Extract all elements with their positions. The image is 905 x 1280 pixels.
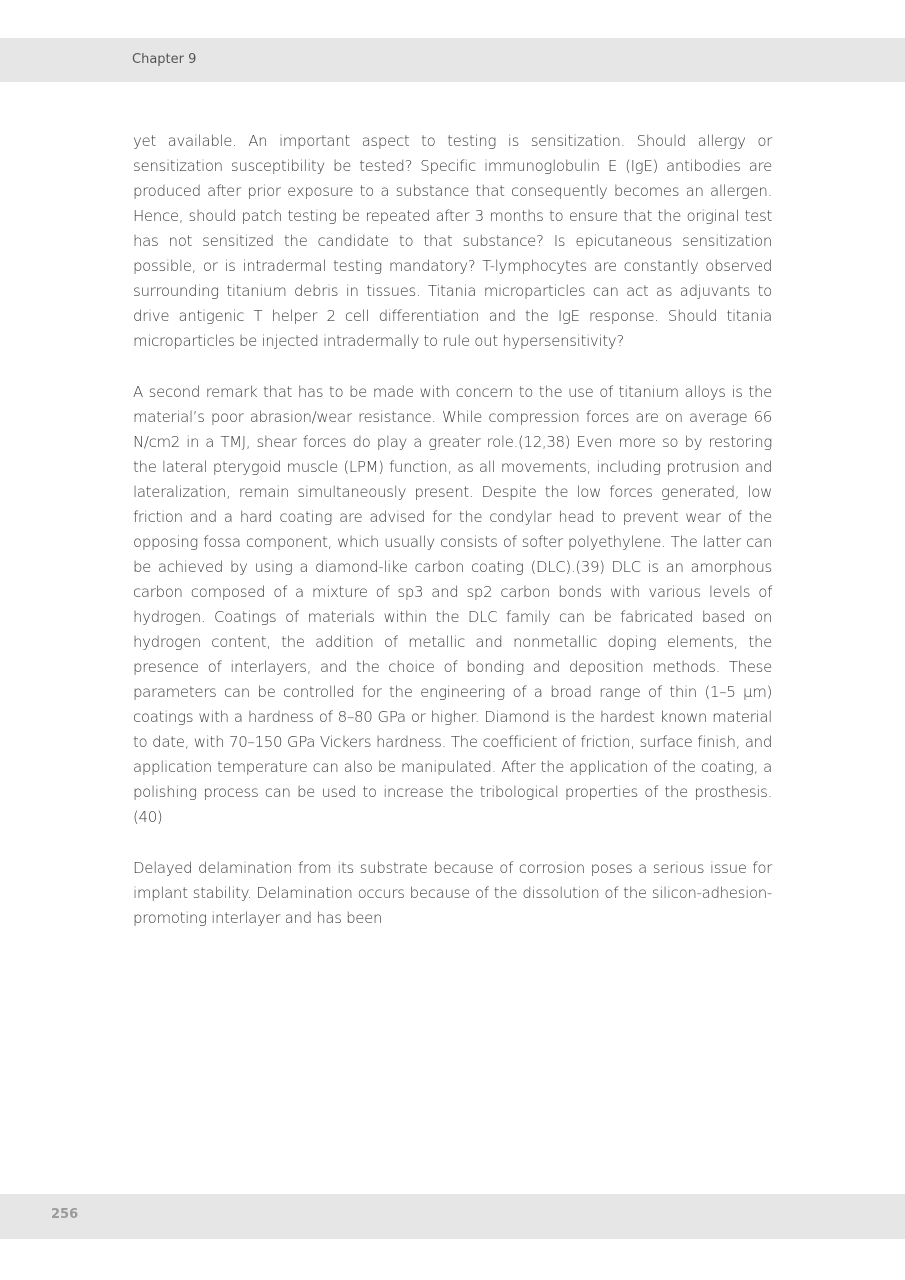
main-text — [133, 129, 772, 957]
page-number: 256 — [51, 1207, 79, 1222]
running-header — [0, 38, 905, 82]
chapter-label: Chapter 9 — [132, 52, 197, 67]
running-footer — [0, 1194, 905, 1239]
paragraph-3: Delayed delamination from its substrate because of corrosion poses a serious issue for implant stability. Delamination occurs because of the dissolution of the silicon-adhesion-promoting interlayer and has been — [133, 859, 772, 927]
paragraph-2: A second remark that has to be made with concern to the use of titanium alloys is the material’s poor abrasion/wear resistance. While compression forces are on average 66 N/cm2 in a TMJ, shear forces do play a greater role.(12,38) Even more so by restoring the lateral pterygoid muscle (LPM) function, as all movements, including protrusion and lateralization, remain simultaneously present. Despite the low forces generated, low friction and a hard coating are advised for the condylar head to prevent wear of the opposing fossa component, which usually consists of softer polyethylene. The latter can be achieved by using a diamond-like carbon coating (DLC).(39) DLC is an amorphous carbon composed of a mixture of sp3 and sp2 carbon bonds with various levels of hydrogen. Coatings of materials within the DLC family can be fabricated based on hydrogen content, the addition of metallic and nonmetallic doping elements, the presence of interlayers, and the choice of bonding and deposition methods. These parameters can be controlled for the engineering of a broad range of thin (1–5 µm) coatings with a hardness of 8–80 GPa or higher. Diamond is the hardest known material to date, with 70–150 GPa Vickers hardness. The coefficient of friction, surface finish, and application temperature can also be manipulated. After the application of the coating, a polishing process can be used to increase the tribological properties of the prosthesis.(40) — [133, 383, 772, 826]
paragraph-1: yet available. An important aspect to testing is sensitization. Should allergy or sensitization susceptibility be tested? Specific immunoglobulin E (IgE) antibodies are produced after prior exposure to a substance that consequently becomes an allergen. Hence, should patch testing be repeated after 3 months to ensure that the original test has not sensitized the candidate to that substance? Is epicutaneous sensitization possible, or is intradermal testing mandatory? T-lymphocytes are constantly observed surrounding titanium debris in tissues. Titania microparticles can act as adjuvants to drive antigenic T helper 2 cell differentiation and the IgE response. Should titania microparticles be injected intradermally to rule out hypersensitivity? — [133, 132, 772, 350]
